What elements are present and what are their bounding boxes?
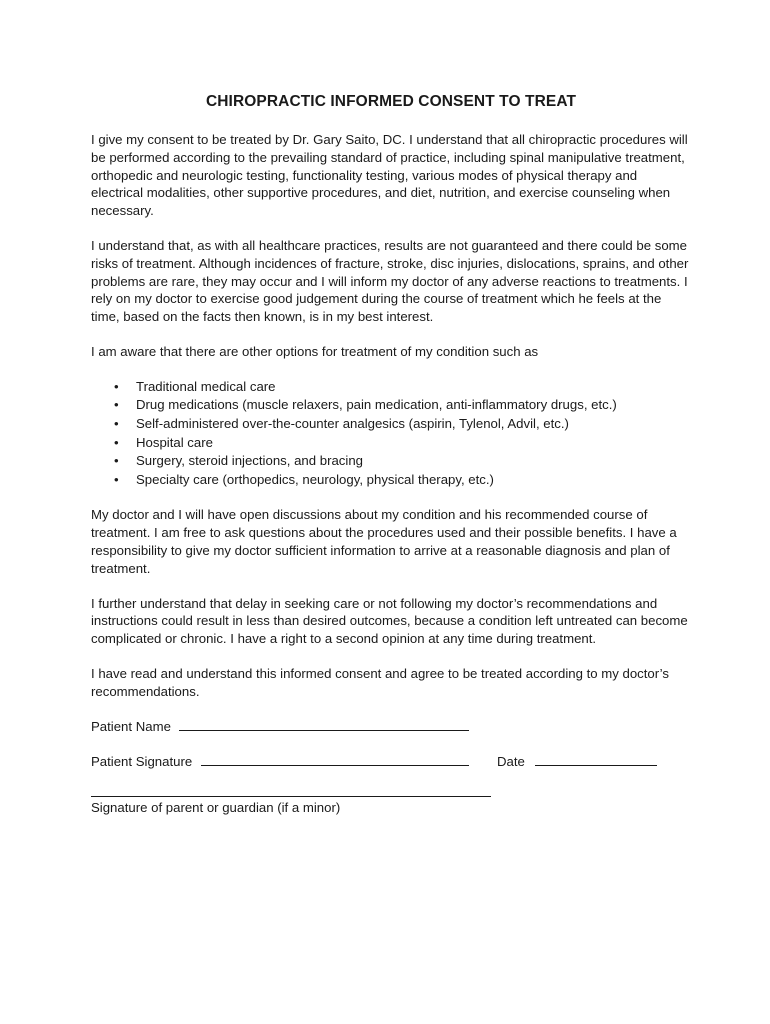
list-item	[91, 415, 691, 434]
discussion-paragraph: My doctor and I will have open discussions about my condition and his recommended course of treatment. I am free to ask questions about the procedures used and their possible benefits. I have a responsibility to give my doctor sufficient information to arrive at a reasonable diagnosis and plan of treatment.	[91, 507, 677, 576]
date-group	[497, 753, 657, 771]
patient-signature-field[interactable]	[201, 753, 469, 766]
options-intro-paragraph: I am aware that there are other options for treatment of my condition such as	[91, 343, 539, 359]
document-title: CHIROPRACTIC INFORMED CONSENT TO TREAT	[205, 93, 577, 110]
bullet-icon: •	[114, 415, 119, 431]
list-item	[91, 452, 691, 471]
consent-paragraph: I give my consent to be treated by Dr. Gary Saito, DC. I understand that all chiropractic procedures will be performed according to the prevailing standard of practice, including spinal manipulative treatment, orthopedic and neurologic testing, functionality testing, various modes of physical therapy and electrical modalities, other supportive procedures, and diet, nutrition, and exercise counseling when necessary.	[91, 132, 688, 219]
guardian-signature-field[interactable]	[91, 796, 491, 797]
patient-name-row	[91, 718, 691, 736]
agreement-paragraph: I have read and understand this informed consent and agree to be treated according to my doctor’s recommendations.	[91, 665, 669, 699]
list-item-text: Hospital care	[136, 434, 213, 450]
bullet-icon: •	[114, 434, 119, 450]
list-item	[91, 396, 691, 415]
bullet-icon: •	[114, 397, 119, 413]
treatment-options-list	[91, 378, 691, 490]
list-item-text: Traditional medical care	[136, 378, 276, 394]
bullet-icon: •	[114, 453, 119, 469]
bullet-icon: •	[114, 378, 119, 394]
patient-name-label: Patient Name	[91, 718, 171, 734]
consent-form	[91, 93, 691, 816]
list-item	[91, 378, 691, 397]
date-label: Date	[497, 753, 525, 769]
list-item-text: Self-administered over-the-counter analgesics (aspirin, Tylenol, Advil, etc.)	[136, 415, 569, 431]
risks-paragraph: I understand that, as with all healthcare practices, results are not guaranteed and there could be some risks of treatment. Although incidences of fracture, stroke, disc injuries, dislocations, sprains, and other problems are rare, they may occur and I will inform my doctor of any adverse reactions to treatments. I rely on my doctor to exercise good judgement during the course of treatment which he feels at the time, based on the facts then known, is in my best interest.	[91, 237, 689, 325]
list-item-text: Specialty care (orthopedics, neurology, physical therapy, etc.)	[136, 471, 494, 487]
list-item	[91, 434, 691, 453]
patient-signature-label: Patient Signature	[91, 753, 193, 769]
delay-paragraph: I further understand that delay in seeking care or not following my doctor’s recommendations and instructions could result in less than desired outcomes, because a condition left untreated can become complicated or chronic. I have a right to a second opinion at any time during treatment.	[91, 595, 688, 647]
bullet-icon: •	[114, 471, 119, 487]
list-item-text: Drug medications (muscle relaxers, pain medication, anti-inflammatory drugs, etc.)	[136, 397, 617, 413]
date-field[interactable]	[535, 753, 657, 766]
list-item-text: Surgery, steroid injections, and bracing	[136, 453, 363, 469]
patient-signature-row	[91, 753, 691, 771]
patient-name-field[interactable]	[179, 718, 469, 731]
guardian-signature-label: Signature of parent or guardian (if a minor)	[91, 799, 341, 815]
list-item	[91, 471, 691, 490]
